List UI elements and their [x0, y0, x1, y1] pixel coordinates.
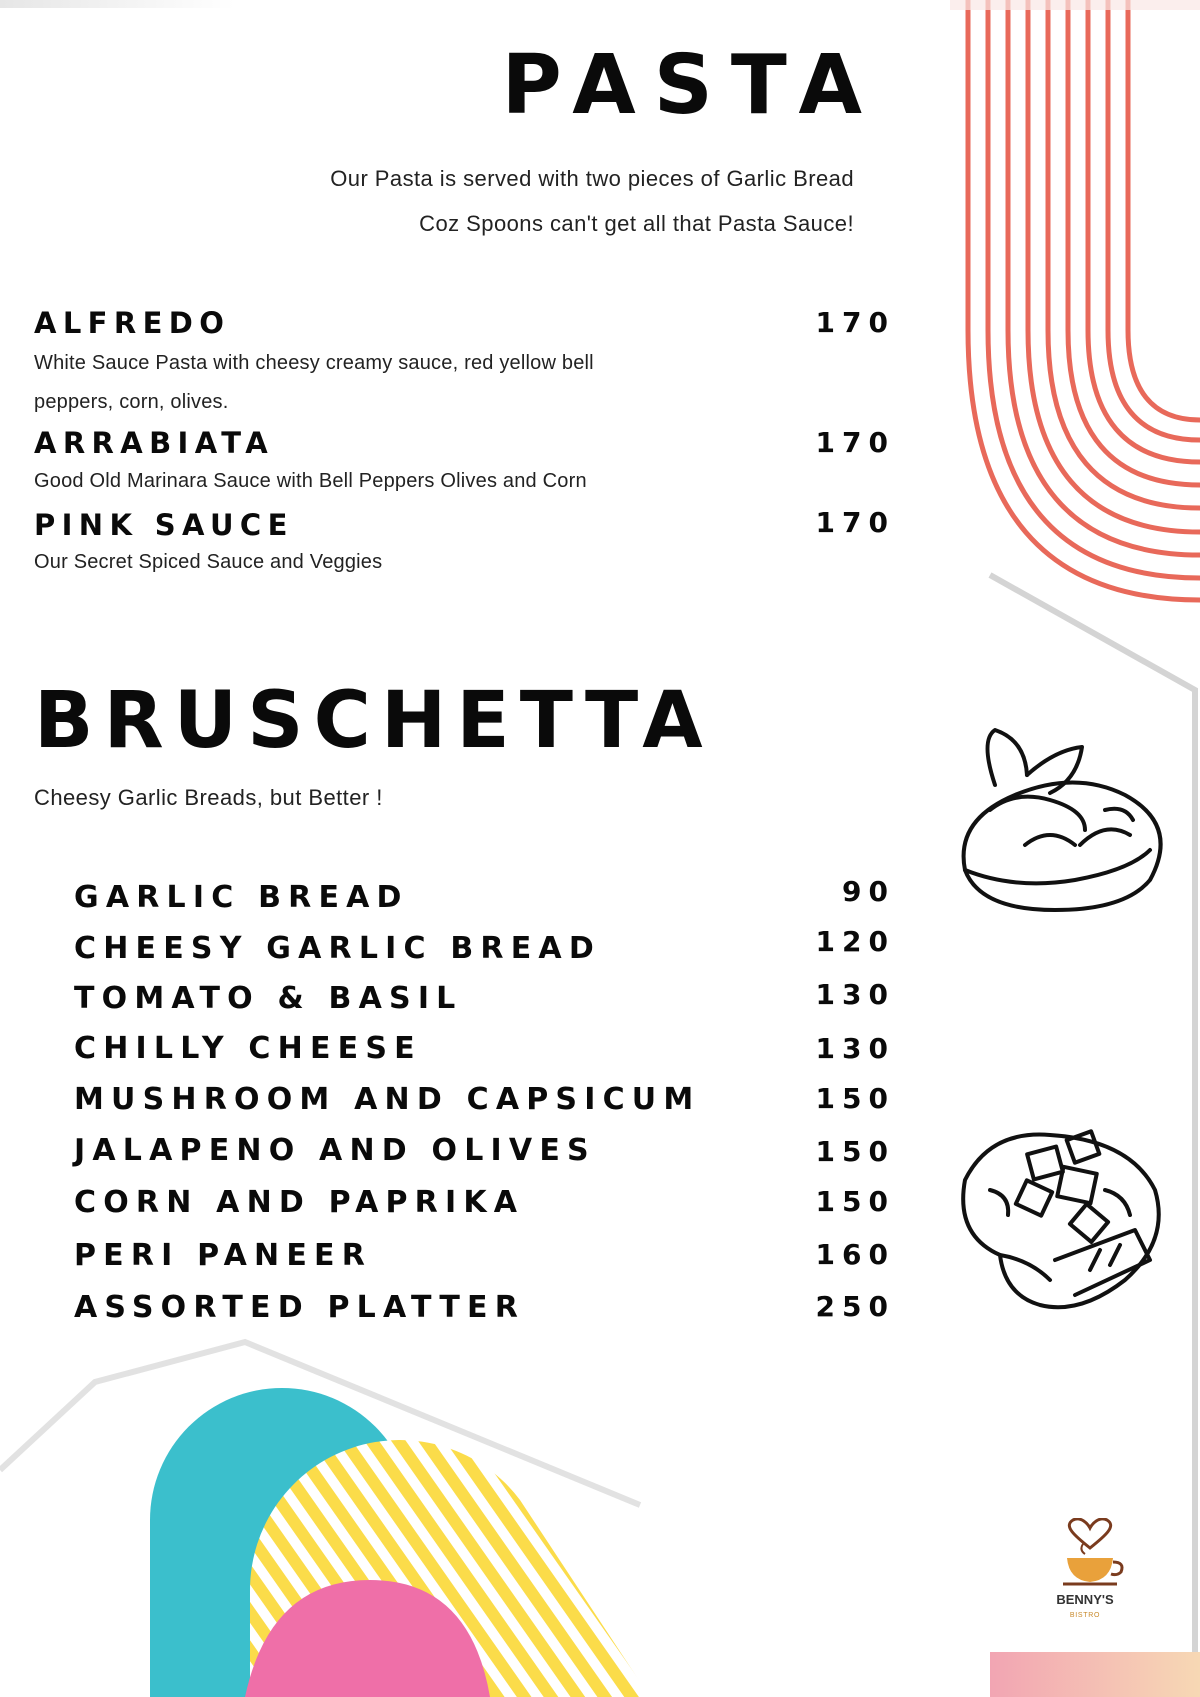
bruschetta-topped-icon: [955, 725, 1170, 925]
pasta-title: PASTA: [501, 38, 880, 133]
item-description: Good Old Marinara Sauce with Bell Peppers Olives and Corn: [34, 470, 587, 492]
top-strip: [0, 0, 470, 8]
coral-arch-lines: [968, 0, 1200, 600]
item-description: peppers, corn, olives.: [34, 391, 229, 413]
item-price: 170: [815, 306, 895, 339]
item-name: ASSORTED PLATTER: [74, 1290, 526, 1325]
logo-subtitle: BISTRO: [1069, 1612, 1101, 1619]
item-price: 120: [815, 925, 895, 958]
item-description: White Sauce Pasta with cheesy creamy sauce, red yellow bell: [34, 352, 594, 374]
item-price: 150: [815, 1135, 895, 1168]
corner-gradient: [990, 1652, 1200, 1697]
item-name: GARLIC BREAD: [74, 880, 409, 915]
item-price: 130: [815, 1032, 895, 1065]
pasta-intro-line1: Our Pasta is served with two pieces of Garlic Bread: [330, 166, 854, 191]
bottom-shapes: [150, 1388, 650, 1697]
bruschetta-diced-icon: [950, 1110, 1170, 1320]
pasta-intro-line2: Coz Spoons can't get all that Pasta Sauce!: [419, 211, 854, 236]
item-name: PINK SAUCE: [34, 508, 294, 542]
item-name: MUSHROOM AND CAPSICUM: [74, 1082, 701, 1117]
item-name: CHEESY GARLIC BREAD: [74, 931, 601, 966]
item-price: 250: [815, 1290, 895, 1323]
item-name: PERI PANEER: [74, 1238, 373, 1273]
item-name: CHILLY CHEESE: [74, 1031, 422, 1066]
logo-name: BENNY'S: [1056, 1592, 1114, 1607]
item-price: 130: [815, 978, 895, 1011]
item-price: 150: [815, 1082, 895, 1115]
bruschetta-intro: Cheesy Garlic Breads, but Better !: [34, 785, 383, 810]
item-name: CORN AND PAPRIKA: [74, 1185, 525, 1220]
bruschetta-title: BRUSCHETTA: [34, 676, 713, 766]
item-price: 90: [842, 875, 895, 908]
item-price: 170: [815, 506, 895, 539]
item-name: JALAPENO AND OLIVES: [74, 1133, 596, 1168]
item-price: 150: [815, 1185, 895, 1218]
item-description: Our Secret Spiced Sauce and Veggies: [34, 551, 383, 573]
item-price: 160: [815, 1238, 895, 1271]
item-name: ARRABIATA: [34, 426, 275, 460]
item-price: 170: [815, 426, 895, 459]
item-name: ALFREDO: [34, 306, 231, 340]
bistro-cup-logo-icon: [1055, 1518, 1125, 1590]
item-name: TOMATO & BASIL: [74, 981, 463, 1016]
